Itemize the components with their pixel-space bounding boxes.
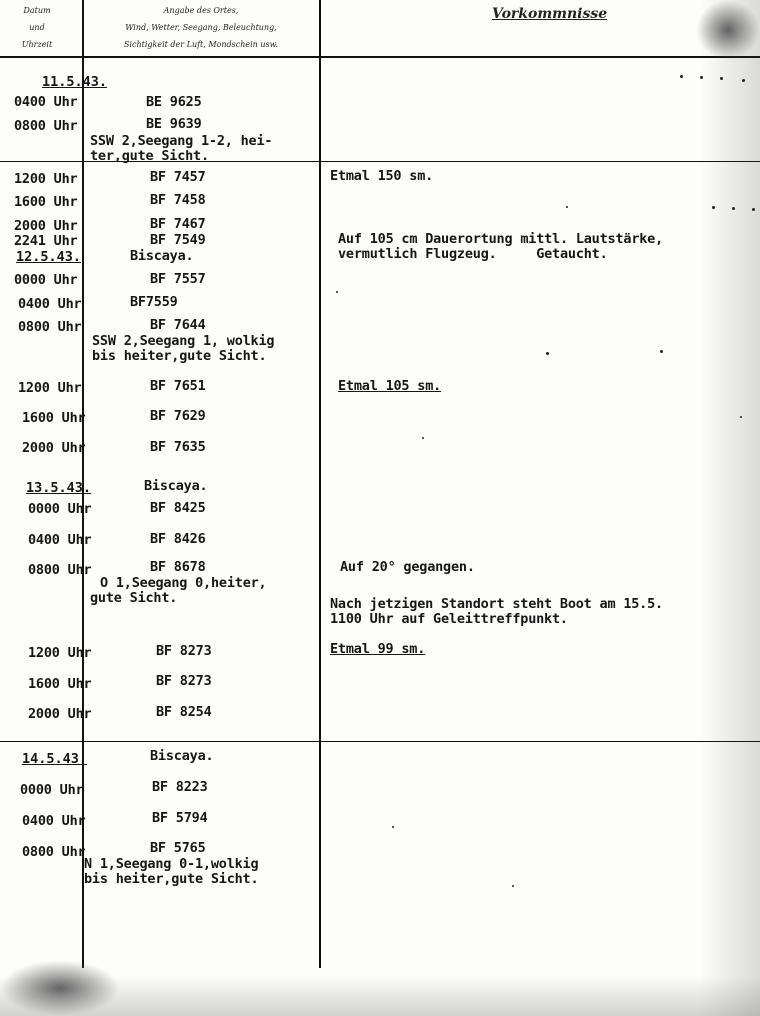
time-d2-1200: 1200 Uhr xyxy=(18,380,82,396)
date-day3: 13.5.43. xyxy=(26,480,92,496)
time-2241: 2241 Uhr xyxy=(14,233,78,249)
time-2000: 2000 Uhr xyxy=(14,218,78,234)
pos-bf8273a: BF 8273 xyxy=(156,643,212,659)
pos-be9625: BE 9625 xyxy=(146,94,202,110)
pos-bf7557: BF 7557 xyxy=(150,271,206,287)
weather-day3-line1: O 1,Seegang 0,heiter, xyxy=(100,575,267,591)
pos-bf5765: BF 5765 xyxy=(150,840,206,856)
pos-bf7629: BF 7629 xyxy=(150,408,206,424)
header-rule xyxy=(0,56,760,58)
pos-bf8223: BF 8223 xyxy=(152,779,208,795)
pos-bf8426: BF 8426 xyxy=(150,531,206,547)
page-edge-shadow xyxy=(700,0,760,1016)
header-place-weather xyxy=(86,2,316,53)
weather-day2-line1: SSW 2,Seegang 1, wolkig xyxy=(92,333,275,349)
column-rule-2 xyxy=(319,0,321,968)
date-day2: 12.5.43. xyxy=(16,249,82,265)
time-d2-1600: 1600 Uhr xyxy=(22,410,86,426)
pos-bf5794: BF 5794 xyxy=(152,810,208,826)
time-d3-0800: 0800 Uhr xyxy=(28,562,92,578)
scan-speck xyxy=(546,352,549,355)
header-col2-line1: Angabe des Ortes, xyxy=(163,6,239,15)
pos-bf8425: BF 8425 xyxy=(150,500,206,516)
header-events: Vorkommnisse xyxy=(492,6,608,22)
weather-day1-line2: ter,gute Sicht. xyxy=(90,148,209,164)
scan-speck xyxy=(422,437,424,439)
time-d3-0400: 0400 Uhr xyxy=(28,532,92,548)
pos-bf7549: BF 7549 xyxy=(150,232,206,248)
time-d3-2000: 2000 Uhr xyxy=(28,706,92,722)
date-day1: 11.5.43. xyxy=(42,74,108,90)
pos-bf7651: BF 7651 xyxy=(150,378,206,394)
weather-day2-line2: bis heiter,gute Sicht. xyxy=(92,348,267,364)
time-d4-0000: 0000 Uhr xyxy=(20,782,84,798)
scan-speck xyxy=(680,75,683,78)
pos-bf8254: BF 8254 xyxy=(156,704,212,720)
place-day4: Biscaya. xyxy=(150,748,214,764)
date-day4: 14.5.43. xyxy=(22,751,88,767)
scan-speck xyxy=(336,291,338,293)
etmal-day2: Etmal 105 sm. xyxy=(338,378,442,394)
header-date-time xyxy=(8,2,66,53)
time-0800: 0800 Uhr xyxy=(14,118,78,134)
event-convoy-2: 1100 Uhr auf Geleittreffpunkt. xyxy=(330,611,568,627)
pos-bf7467: BF 7467 xyxy=(150,216,206,232)
time-d4-0800: 0800 Uhr xyxy=(22,844,86,860)
time-d2-2000: 2000 Uhr xyxy=(22,440,86,456)
scan-speck xyxy=(566,206,568,208)
event-radar-2: vermutlich Flugzeug. Getaucht. xyxy=(338,246,608,262)
header-col2-line2: Wind, Wetter, Seegang, Beleuchtung, xyxy=(125,23,277,32)
scan-speck xyxy=(392,826,394,828)
time-d2-0800: 0800 Uhr xyxy=(18,319,82,335)
scan-speck xyxy=(512,885,514,887)
weather-day3-line2: gute Sicht. xyxy=(90,590,178,606)
row-rule-2 xyxy=(0,741,760,742)
event-convoy-1: Nach jetzigen Standort steht Boot am 15.5. xyxy=(330,596,663,612)
event-course-change: Auf 20° gegangen. xyxy=(340,559,475,575)
time-d3-1200: 1200 Uhr xyxy=(28,645,92,661)
pos-bf7644: BF 7644 xyxy=(150,317,206,333)
time-d2-0000: 0000 Uhr xyxy=(14,272,78,288)
weather-day4-line1: N 1,Seegang 0-1,wolkig xyxy=(84,856,259,872)
event-radar-1: Auf 105 cm Dauerortung mittl. Lautstärke, xyxy=(338,231,664,247)
header-col1-line1: Datum xyxy=(23,6,51,15)
time-d3-0000: 0000 Uhr xyxy=(28,501,92,517)
scan-speck xyxy=(660,350,663,353)
time-d3-1600: 1600 Uhr xyxy=(28,676,92,692)
pos-bf7457: BF 7457 xyxy=(150,169,206,185)
page-bottom-shadow xyxy=(0,976,760,1016)
etmal-day1: Etmal 150 sm. xyxy=(330,168,434,184)
pos-bf8273b: BF 8273 xyxy=(156,673,212,689)
pos-be9639: BE 9639 xyxy=(146,116,202,132)
time-1600: 1600 Uhr xyxy=(14,194,78,210)
header-col1-line2: und xyxy=(29,23,45,32)
time-1200: 1200 Uhr xyxy=(14,171,78,187)
header-col1-line3: Uhrzeit xyxy=(21,40,53,49)
header-col2-line3: Sichtigkeit der Luft, Mondschein usw. xyxy=(123,40,279,49)
pos-bf7559: BF7559 xyxy=(130,294,178,310)
time-d2-0400: 0400 Uhr xyxy=(18,296,82,312)
etmal-day3: Etmal 99 sm. xyxy=(330,641,426,657)
weather-day1-line1: SSW 2,Seegang 1-2, hei- xyxy=(90,133,273,149)
time-d4-0400: 0400 Uhr xyxy=(22,813,86,829)
pos-bf7458: BF 7458 xyxy=(150,192,206,208)
place-day2: Biscaya. xyxy=(130,248,194,264)
weather-day4-line2: bis heiter,gute Sicht. xyxy=(84,871,259,887)
place-day3: Biscaya. xyxy=(144,478,208,494)
time-0400: 0400 Uhr xyxy=(14,94,78,110)
pos-bf8678: BF 8678 xyxy=(150,559,206,575)
pos-bf7635: BF 7635 xyxy=(150,439,206,455)
